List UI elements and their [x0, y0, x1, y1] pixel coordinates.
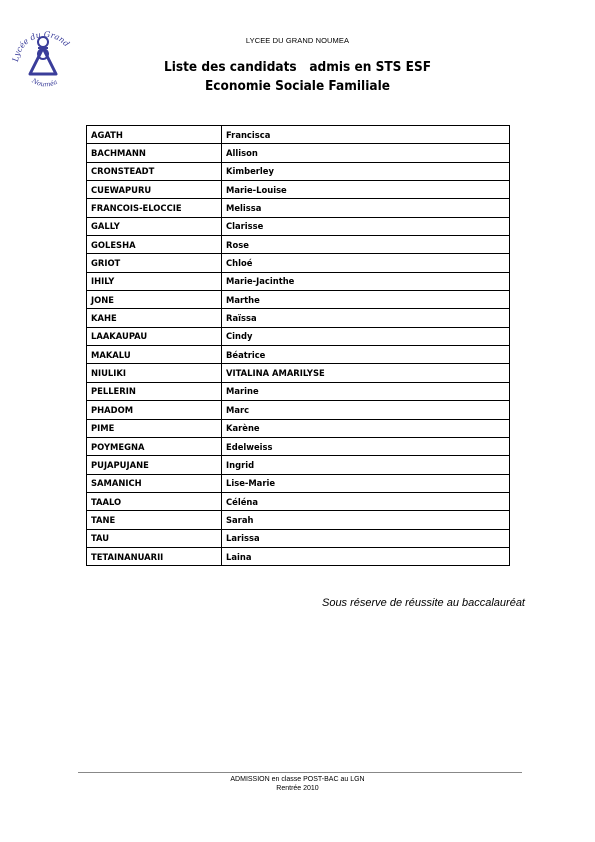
candidate-first-name: Cindy	[222, 327, 510, 345]
candidate-first-name: Marc	[222, 401, 510, 419]
candidate-last-name: TAALO	[87, 492, 222, 510]
candidate-first-name: Allison	[222, 144, 510, 162]
table-row	[87, 291, 510, 309]
candidate-last-name: TAU	[87, 529, 222, 547]
candidate-last-name: BACHMANN	[87, 144, 222, 162]
candidate-first-name: Marthe	[222, 291, 510, 309]
candidate-first-name: Béatrice	[222, 346, 510, 364]
candidate-last-name: GALLY	[87, 217, 222, 235]
table-row	[87, 309, 510, 327]
table-row	[87, 456, 510, 474]
candidate-last-name: CUEWAPURU	[87, 181, 222, 199]
table-row	[87, 272, 510, 290]
table-row	[87, 419, 510, 437]
candidate-last-name: PIME	[87, 419, 222, 437]
candidate-first-name: Raïssa	[222, 309, 510, 327]
candidate-last-name: PUJAPUJANE	[87, 456, 222, 474]
candidate-last-name: PHADOM	[87, 401, 222, 419]
candidate-first-name: Lise-Marie	[222, 474, 510, 492]
candidate-first-name: Marie-Jacinthe	[222, 272, 510, 290]
table-row	[87, 236, 510, 254]
candidate-first-name: Marie-Louise	[222, 181, 510, 199]
table-row	[87, 492, 510, 510]
candidate-first-name: Chloé	[222, 254, 510, 272]
document-title	[30, 58, 566, 96]
table-row	[87, 181, 510, 199]
table-row	[87, 529, 510, 547]
candidate-first-name: Melissa	[222, 199, 510, 217]
table-row	[87, 217, 510, 235]
candidate-last-name: PELLERIN	[87, 382, 222, 400]
candidate-last-name: NIULIKI	[87, 364, 222, 382]
candidate-last-name: LAAKAUPAU	[87, 327, 222, 345]
candidate-first-name: Karène	[222, 419, 510, 437]
candidate-last-name: JONE	[87, 291, 222, 309]
logo-arc-text-top: Lycée du Grand	[10, 29, 72, 63]
title-line-2: Economie Sociale Familiale	[204, 78, 390, 94]
table-row	[87, 547, 510, 565]
footer	[0, 775, 595, 793]
candidate-first-name: Rose	[222, 236, 510, 254]
table-row	[87, 126, 510, 144]
candidate-last-name: GRIOT	[87, 254, 222, 272]
table-row	[87, 401, 510, 419]
logo-arc-text-bottom: Nouméa	[30, 76, 59, 89]
candidate-first-name: Laina	[222, 547, 510, 565]
candidate-first-name: Marine	[222, 382, 510, 400]
candidate-first-name: Larissa	[222, 529, 510, 547]
table-row	[87, 474, 510, 492]
candidate-first-name: Edelweiss	[222, 437, 510, 455]
title-line-1: Liste des candidats admis en STS ESF	[163, 59, 432, 75]
candidate-first-name: Francisca	[226, 129, 271, 140]
candidate-last-name: SAMANICH	[87, 474, 222, 492]
table-row	[87, 346, 510, 364]
table-row	[87, 327, 510, 345]
candidate-last-name: GOLESHA	[87, 236, 222, 254]
admission-note: Sous réserve de réussite au baccalauréat	[321, 597, 525, 609]
candidate-first-name: Sarah	[222, 511, 510, 529]
candidate-first-name: Kimberley	[222, 162, 510, 180]
table-row	[87, 144, 510, 162]
candidate-last-name: POYMEGNA	[87, 437, 222, 455]
candidate-first-name: VITALINA AMARILYSE	[222, 364, 510, 382]
candidate-first-name: Clarisse	[222, 217, 510, 235]
table-row	[87, 511, 510, 529]
table-row	[87, 162, 510, 180]
candidate-first-name: Céléna	[222, 492, 510, 510]
candidate-last-name: CRONSTEADT	[87, 162, 222, 180]
candidate-last-name: TETAINANUARII	[87, 547, 222, 565]
candidates-table	[86, 125, 510, 566]
candidate-last-name: KAHE	[87, 309, 222, 327]
footer-line-1: ADMISSION en classe POST-BAC au LGN	[230, 776, 365, 783]
table-row	[87, 199, 510, 217]
candidate-last-name: IHILY	[87, 272, 222, 290]
candidate-first-name: Ingrid	[222, 456, 510, 474]
footer-line-2: Rentrée 2010	[276, 785, 319, 792]
table-row	[87, 382, 510, 400]
footer-divider	[78, 772, 522, 773]
table-row	[87, 254, 510, 272]
table-row	[87, 364, 510, 382]
candidate-last-name: FRANCOIS-ELOCCIE	[87, 199, 222, 217]
table-row	[87, 437, 510, 455]
school-name: LYCEE DU GRAND NOUMEA	[245, 36, 350, 45]
candidate-last-name: TANE	[87, 511, 222, 529]
candidate-last-name: MAKALU	[87, 346, 222, 364]
candidate-last-name: AGATH	[87, 126, 222, 144]
